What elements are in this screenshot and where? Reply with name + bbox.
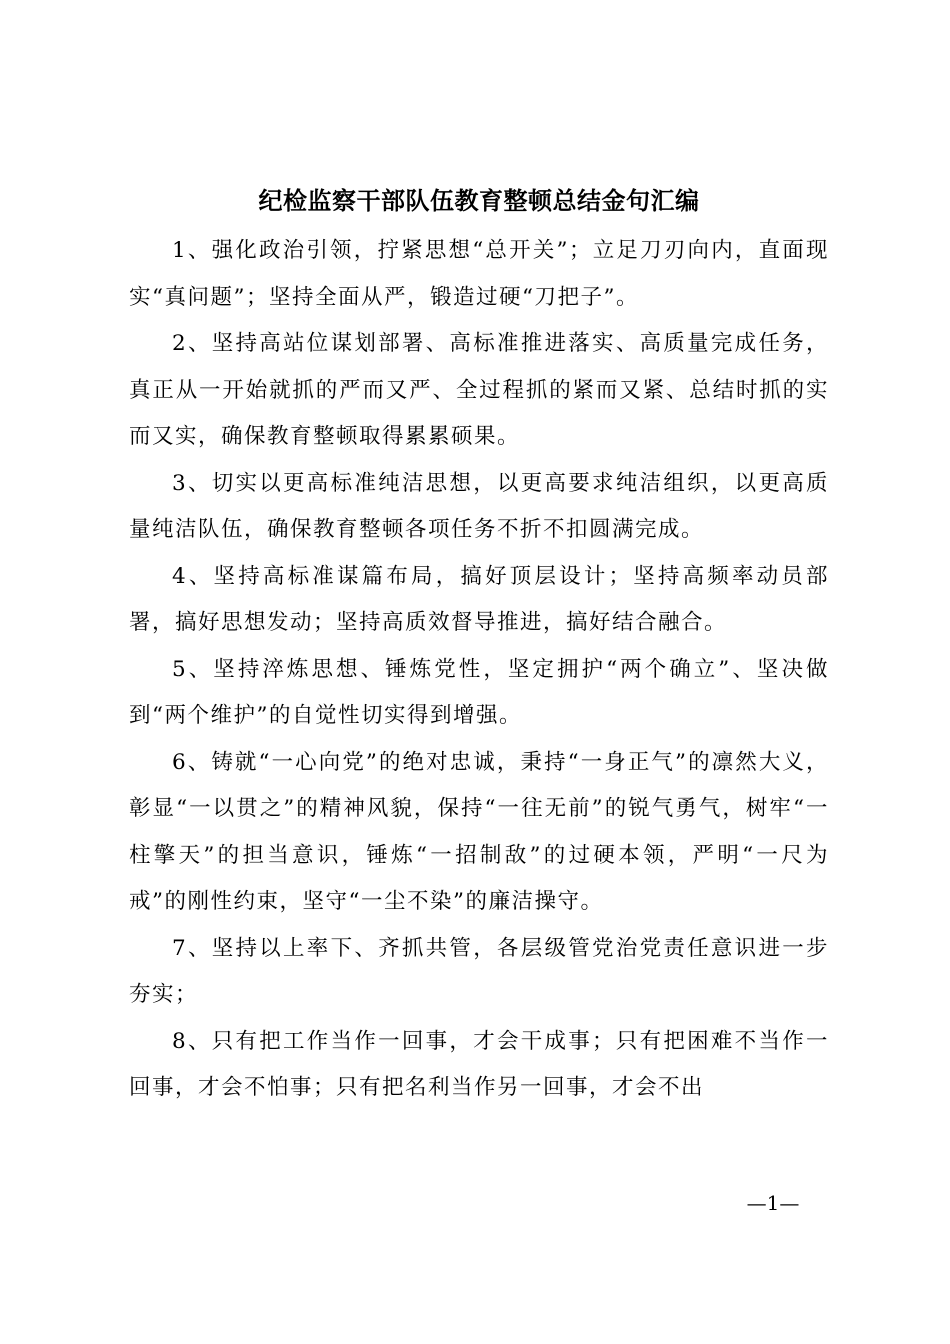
paragraph-7: 7、坚持以上率下、齐抓共管，各层级管党治党责任意识进一步夯实； xyxy=(129,935,829,1007)
paragraph-4: 4、坚持高标准谋篇布局，搞好顶层设计；坚持高频率动员部署，搞好思想发动；坚持高质效督导推进，搞好结合融合。 xyxy=(129,563,829,635)
paragraph-8: 8、只有把工作当作一回事，才会干成事；只有把困难不当作一回事，才会不怕事；只有把名利当作另一回事，才会不出 xyxy=(129,1028,829,1100)
paragraph-5: 5、坚持淬炼思想、锤炼党性，坚定拥护“两个确立”、坚决做到“两个维护”的自觉性切实得到增强。 xyxy=(129,656,829,728)
paragraph-6: 6、铸就“一心向党”的绝对忠诚，秉持“一身正气”的凛然大义，彰显“一以贯之”的精神风貌，保持“一往无前”的锐气勇气，树牢“一柱擎天”的担当意识，锤炼“一招制敌”的过硬本领，严明“一尺为戒”的刚性约束，坚守“一尘不染”的廉洁操守。 xyxy=(129,749,829,914)
paragraph-3: 3、切实以更高标准纯洁思想，以更高要求纯洁组织，以更高质量纯洁队伍，确保教育整顿各项任务不折不扣圆满完成。 xyxy=(129,470,829,542)
paragraph-2: 2、坚持高站位谋划部署、高标准推进落实、高质量完成任务，真正从一开始就抓的严而又严、全过程抓的紧而又紧、总结时抓的实而又实，确保教育整顿取得累累硕果。 xyxy=(129,331,829,449)
document-body xyxy=(129,228,829,1112)
paragraph-1: 1、强化政治引领，拧紧思想“总开关”；立足刀刃向内，直面现实“真问题”；坚持全面从严，锻造过硬“刀把子”。 xyxy=(129,238,829,310)
document-title: 纪检监察干部队伍教育整顿总结金句汇编 xyxy=(258,186,700,215)
page-number: —1— xyxy=(746,1191,800,1215)
